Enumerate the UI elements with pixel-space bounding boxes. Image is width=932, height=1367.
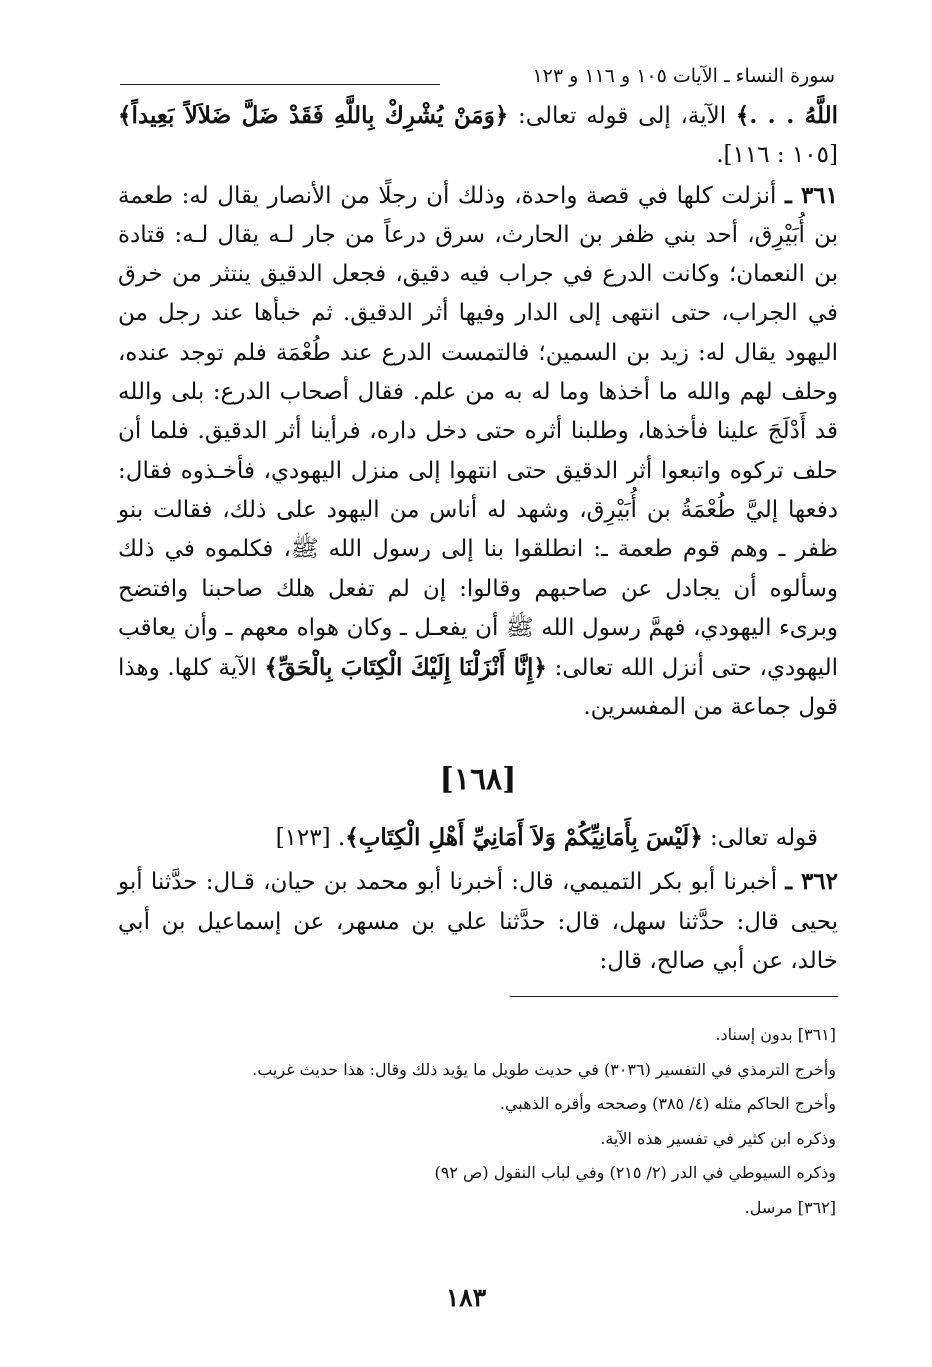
section-verse-line [118,818,838,858]
footnotes [160,1018,836,1225]
page-number: ١٨٣ [445,1283,487,1312]
hadith-number: ٣٦١ ـ [784,181,838,209]
hadith-text: أنزلت كلها في قصة واحدة، وذلك أن رجلًا من الأنصار يقال له: طعمة بن أُبَيْرِق، أحد بني ظفر بن الحارث، سرق درعاً من جار لـه يقال لـه: قتادة بن النعمان؛ وكانت الدرع في جراب فيه دقيق، فجعل الدقيق ينتثر من خرق في الجراب، حتى انتهى إلى الدار وفيها أثر الدقيق. ثم خبأها عند رجل من اليهود يقال له: زيد بن السمين؛ فالتمست الدرع عند طُعْمَة فلم توجد عنده، وحلف لهم والله ما أخذها وما له به من علم. فقال أصحاب الدرع: بلى والله قد أَدْلَجَ علينا فأخذها، وطلبنا أثره حتى دخل داره، فرأينا أثر الدقيق. فلما أن حلف تركوه واتبعوا أثر الدقيق حتى انتهوا إلى منزل اليهودي، فأخـذوه فقال: دفعها إليَّ طُعْمَةُ بن أُبَيْرِق، وشهد له أناس من اليهود على ذلك، فقالت بنو ظفر ـ وهم قوم طعمة ـ: انطلقوا بنا إلى رسول الله ﷺ، فكلموه في ذلك وسألوه أن يجادل عن صاحبهم وقالوا: إن لم تفعل هلك صاحبنا وافتضح وبرىء اليهودي، فهمَّ رسول الله ﷺ أن يفعـل ـ وكان هواه معهم ـ وأن يعاقب اليهودي، حتى أنزل الله تعالى: [118,182,839,682]
section-number: [١٦٨] [439,762,517,797]
footnote-divider [510,996,838,997]
footnote-line: وذكره ابن كثير في تفسير هذه الآية. [600,1128,836,1148]
section-text [118,818,838,981]
footnote-line: وأخرج الترمذي في التفسير (٣٠٣٦) في حديث طويل ما يؤيد ذلك وقال: هذا حديث غريب. [252,1059,836,1079]
verse-quote: ﴿لَيْسَ بِأَمَانِيِّكُمْ وَلاَ أَمَانِيِّ أَهْلِ الْكِتَابِ﴾ [345,824,703,851]
verse-quote: ﴿إِنَّا أَنْزَلْنَا إِلَيْكَ الْكِتَابَ بِالْحَقِّ﴾ [264,654,547,682]
hadith-361-paragraph [118,176,838,728]
verse-fragment: اللَّهُ . . .﴾ [735,102,838,129]
footnote-line: [٣٦٢] مرسل. [744,1197,836,1217]
intro-paragraph [118,96,838,176]
running-header: سورة النساء ـ الآيات ١٠٥ و ١١٦ و ١٢٣ [532,65,835,87]
footnote-line: وأخرج الحاكم مثله (٤/ ٣٨٥) وصححه وأقره الذهبي. [499,1094,836,1113]
hadith-text: أخبرنا أبو بكر التميمي، قال: أخبرنا أبو محمد بن حيان، قـال: حدَّثنا أبو يحيى قال: حدَّثنا سهل، قال: حدَّثنا علي بن مسهر، عن إسماعيل بن أبي خالد، عن أبي صالح، قال: [118,869,838,974]
header-divider [120,84,440,85]
footnote-line: وذكره السيوطي في الدر (٢/ ٢١٥) وفي لباب النقول (ص ٩٢) [434,1163,836,1182]
main-text [118,96,838,728]
hadith-362-paragraph [118,862,838,981]
section-lead: قوله تعالى: [702,825,818,851]
verse-quote: ﴿وَمَنْ يُشْرِكْ بِاللَّهِ فَقَدْ ضَلَّ ضَلاَلاً بَعِيداً﴾ [118,102,509,129]
hadith-tail: الآية كلها. وهذا قول جماعة من المفسرين. [118,655,838,721]
verse-reference: . [١٢٣] [275,825,346,851]
intro-connector: الآية، إلى قوله تعالى: [508,103,736,129]
hadith-number: ٣٦٢ ـ [785,868,838,896]
footnote-line: [٣٦١] بدون إسناد. [715,1025,836,1044]
verse-reference: [١٠٥ : ١١٦]. [716,142,838,169]
